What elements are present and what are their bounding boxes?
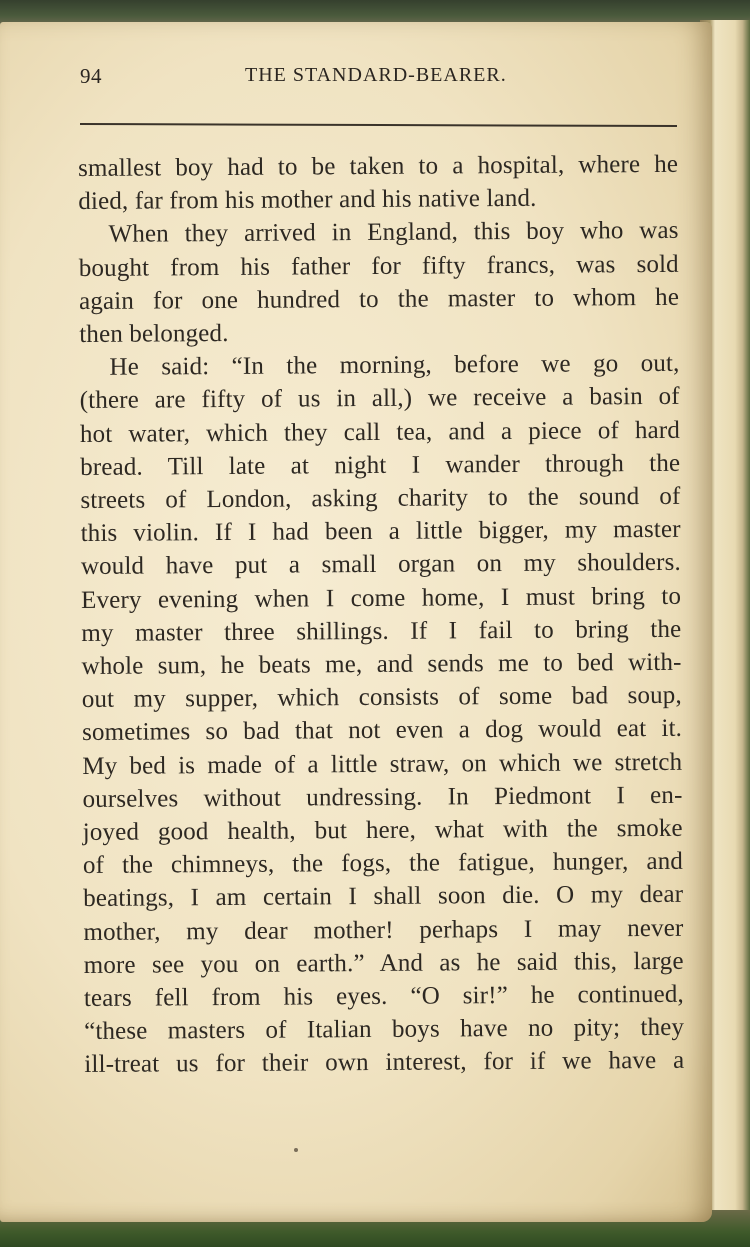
page-header <box>80 64 680 104</box>
text-line: then belonged. <box>79 319 229 349</box>
text-line: tears fell from his eyes. “O sir!” he continued, <box>83 980 684 1013</box>
text-line: bought from his father for fifty francs, was sold <box>78 250 679 282</box>
text-line: streets of London, asking charity to the sound of <box>80 482 681 515</box>
page-speck <box>294 1148 298 1152</box>
text-line: smallest boy had to be taken to a hospital, where he <box>78 150 679 182</box>
page-number: 94 <box>80 64 102 88</box>
text-line: My bed is made of a little straw, on which we stretch <box>82 748 683 780</box>
text-line: When they arrived in England, this boy who was <box>108 217 679 249</box>
text-line: sometimes so bad that not even a dog would eat it. <box>81 715 683 747</box>
text-line: again for one hundred to the master to whom he <box>78 283 680 315</box>
running-title: THE STANDARD-BEARER. <box>245 64 507 86</box>
text-line: joyed good health, but here, what with the smoke <box>82 814 683 847</box>
text-line: out my supper, which consists of some bad soup, <box>81 682 682 714</box>
text-line: “these masters of Italian boys have no pity; they <box>84 1014 685 1046</box>
text-line: ourselves without undressing. In Piedmont I en- <box>82 781 683 813</box>
text-line: my master three shillings. If I fail to bring the <box>81 615 682 647</box>
text-line: would have put a small organ on my shoulders. <box>80 549 681 581</box>
text-line: ill-treat us for their own interest, for if we have a <box>84 1047 685 1079</box>
text-line: beatings, I am certain I shall soon die. O my dear <box>83 881 684 913</box>
text-line: of the chimneys, the fogs, the fatigue, hunger, and <box>82 848 684 880</box>
text-line: hot water, which they call tea, and a piece of hard <box>79 416 681 448</box>
text-line: bread. Till late at night I wander through the <box>80 449 681 481</box>
text-line: died, far from his mother and his native land. <box>78 185 537 216</box>
text-line: He said: “In the morning, before we go out, <box>109 350 680 382</box>
text-line: whole sum, he beats me, and sends me to bed with- <box>81 648 682 681</box>
text-line: more see you on earth.” And as he said this, large <box>83 947 684 979</box>
body-text <box>78 148 684 1082</box>
text-line: (there are fifty of us in all,) we receive a basin of <box>79 383 680 415</box>
text-line: Every evening when I come home, I must bring to <box>81 582 682 614</box>
text-line: mother, my dear mother! perhaps I may never <box>83 914 684 946</box>
text-line: this violin. If I had been a little bigger, my master <box>80 516 681 548</box>
